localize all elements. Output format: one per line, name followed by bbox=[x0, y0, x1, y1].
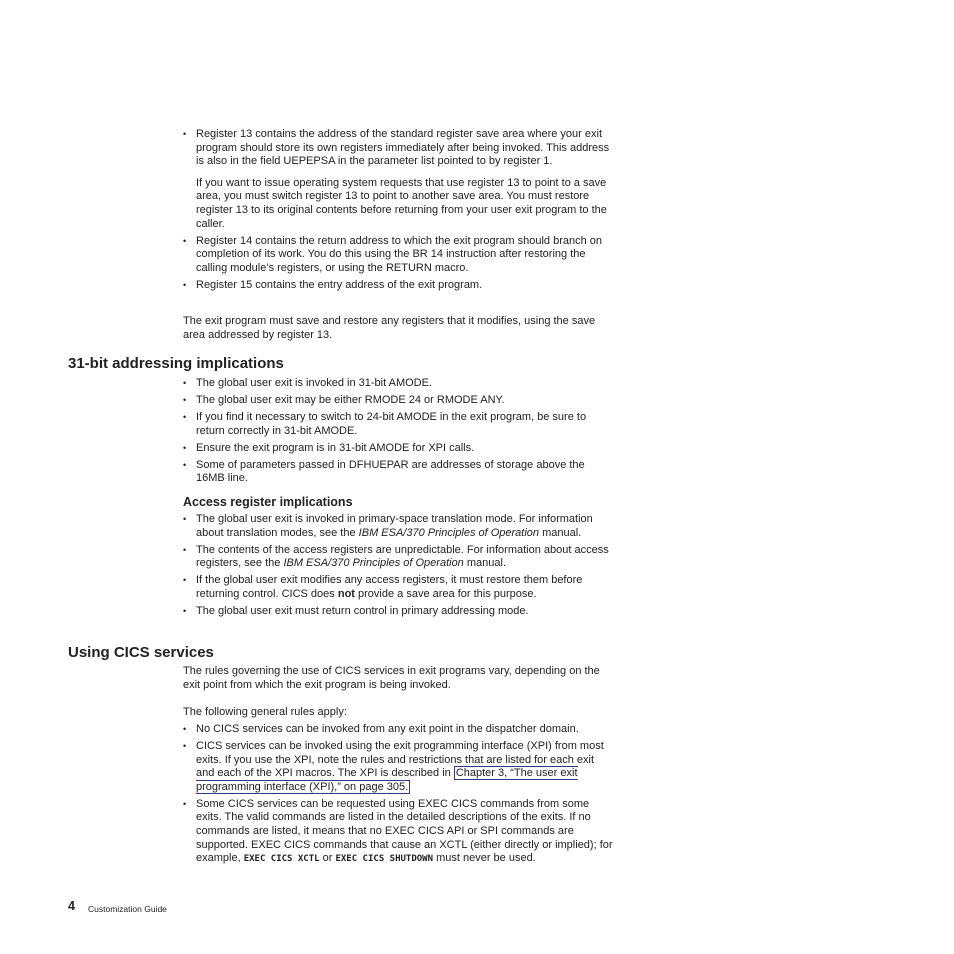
heading-access-register: Access register implications bbox=[183, 495, 353, 509]
list-item: • CICS services can be invoked using the exit programming interface (XPI) from most exits. If you use the XPI, note the rules and restrictions that are listed for each exit and each of the XPI macros. The XPI is described in Chapter 3, “The user exit programming interface (XPI),” on page 305. bbox=[183, 740, 613, 794]
list-item: • The global user exit must return control in primary addressing mode. bbox=[183, 605, 613, 619]
book-title: IBM ESA/370 Principles of Operation bbox=[358, 526, 540, 539]
chapter-3-link[interactable]: Chapter 3, “The user exit programming interface (XPI),” on page 305. bbox=[196, 767, 578, 793]
list-item: • If the global user exit modifies any access registers, it must restore them before returning control. CICS does not provide a save area for this purpose. bbox=[183, 574, 613, 601]
code-exec-cics-shutdown: EXEC CICS SHUTDOWN bbox=[335, 854, 434, 865]
register-13-note: If you want to issue operating system requests that use register 13 to point to a save area, you must switch register 13 to point to another save area. You must restore register 13 to its original contents before returning from your user exit program to the caller. bbox=[196, 176, 607, 230]
list-item: • Some CICS services can be requested using EXEC CICS commands from some exits. The valid commands are listed in the detailed descriptions of the exits. If no commands are listed, it means that no EXEC CICS API or SPI commands are supported. EXEC CICS commands that cause an XCTL (either directly or implied); for example, EXEC CICS XCTL or EXEC CICS SHUTDOWN must never be used. bbox=[183, 798, 613, 867]
list-item: • The global user exit may be either RMODE 24 or RMODE ANY. bbox=[183, 394, 613, 408]
list-item-register-15: • Register 15 contains the entry address of the exit program. bbox=[183, 279, 613, 293]
code-exec-cics-xctl: EXEC CICS XCTL bbox=[243, 854, 320, 865]
list-cics-block bbox=[183, 723, 613, 870]
list-item: • Some of parameters passed in DFHUEPAR are addresses of storage above the 16MB line. bbox=[183, 459, 613, 486]
cics-intro-paragraph: The rules governing the use of CICS services in exit programs vary, depending on the exit point from which the exit program is being invoked. bbox=[183, 665, 600, 691]
register-list bbox=[183, 128, 613, 292]
list-cics bbox=[183, 723, 613, 867]
list-item-register-13: • Register 13 contains the address of the standard register save area where your exit program should store its own registers immediately after being invoked. This address is also in the field UEPEPSA in the parameter list pointed to by register 1. If you want to issue operating system requests that use register 13 to point to a save area, you must switch register 13 to point to another save area. You must restore register 13 to its original contents before returning from your user exit program to the caller. bbox=[183, 128, 613, 231]
footer-title: Customization Guide bbox=[88, 904, 167, 914]
page-number: 4 bbox=[68, 899, 75, 913]
list-item: • If you find it necessary to switch to 24-bit AMODE in the exit program, be sure to return correctly in 31-bit AMODE. bbox=[183, 411, 613, 438]
list-31bit bbox=[183, 377, 613, 486]
list-item: • No CICS services can be invoked from any exit point in the dispatcher domain. bbox=[183, 723, 613, 737]
list-access bbox=[183, 513, 613, 618]
list-item: • The global user exit is invoked in 31-bit AMODE. bbox=[183, 377, 613, 391]
list-item: • The contents of the access registers are unpredictable. For information about access registers, see the IBM ESA/370 Principles of Operation manual. bbox=[183, 544, 613, 571]
save-restore-paragraph: The exit program must save and restore any registers that it modifies, using the save area addressed by register 13. bbox=[183, 315, 596, 341]
cics-general-rules: The following general rules apply: bbox=[183, 706, 347, 718]
book-title: IBM ESA/370 Principles of Operation bbox=[283, 557, 464, 570]
list-item: • Ensure the exit program is in 31-bit AMODE for XPI calls. bbox=[183, 442, 613, 456]
heading-cics-services: Using CICS services bbox=[68, 644, 214, 661]
list-item: • The global user exit is invoked in primary-space translation mode. For information about translation modes, see the IBM ESA/370 Principles of Operation manual. bbox=[183, 513, 613, 540]
register-list-block bbox=[183, 128, 613, 296]
list-31bit-block bbox=[183, 377, 613, 489]
heading-31bit: 31-bit addressing implications bbox=[68, 355, 284, 372]
emphasis-not: not bbox=[337, 587, 355, 600]
list-item-register-14: • Register 14 contains the return address to which the exit program should branch on completion of its work. You do this using the BR 14 instruction after restoring the calling module’s registers, or using the RETURN macro. bbox=[183, 235, 613, 276]
list-access-block bbox=[183, 513, 613, 622]
